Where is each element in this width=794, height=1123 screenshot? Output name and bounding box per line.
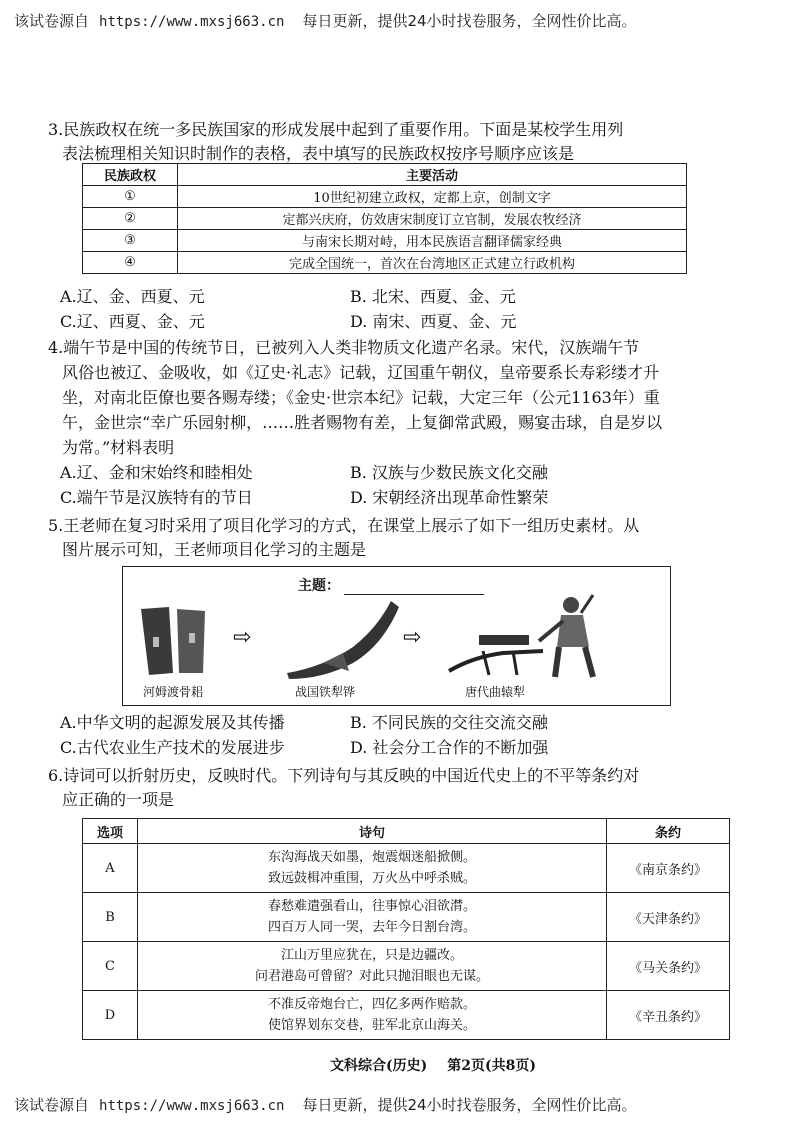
q5-figure-title-label: 主题： [298, 578, 340, 594]
q4-stem-line1: 4.端午节是中国的传统节日，已被列入人类非物质文化遗产名录。宋代，汉族端午节 [48, 338, 640, 357]
q3-options [48, 284, 748, 334]
banner-left-text: 该试卷源自 [14, 1096, 90, 1114]
q3-header-regime: 民族政权 [83, 164, 178, 186]
banner-right-text: 每日更新，提供24小时找卷服务，全网性价比高。 [302, 1096, 637, 1114]
top-banner [14, 10, 637, 31]
poem-line: 春愁难遣强看山，往事惊心泪欲潸。 [267, 899, 476, 914]
banner-right-text: 每日更新，提供24小时找卷服务，全网性价比高。 [302, 12, 637, 30]
table-row [83, 991, 730, 1040]
poem-line: 使馆界划东交巷，驻军北京山海关。 [267, 1018, 476, 1033]
caption-iron-plowshare: 战国铁犁铧 [295, 685, 356, 699]
q6-row-d-treaty: 《辛丑条约》 [607, 991, 730, 1040]
q4-option-c[interactable]: C.端午节是汉族特有的节日 [60, 488, 253, 507]
q6-table [82, 818, 730, 1040]
bottom-banner [14, 1094, 637, 1115]
table-row [83, 252, 687, 274]
table-row [83, 893, 730, 942]
table-row [83, 942, 730, 991]
q3-row1-activity: 10世纪初建立政权，定都上京，创制文字 [178, 186, 687, 208]
q6-header-poem: 诗句 [138, 819, 607, 844]
q4-option-a[interactable]: A.辽、金和宋始终和睦相处 [60, 463, 253, 482]
q5-option-c[interactable]: C.古代农业生产技术的发展进步 [60, 738, 285, 757]
q5-option-a[interactable]: A.中华文明的起源发展及其传播 [60, 713, 285, 732]
q6-row-b-poem [138, 893, 607, 942]
caption-bone-spade: 河姆渡骨耜 [143, 685, 204, 699]
caption-curved-plow: 唐代曲辕犁 [465, 685, 526, 699]
table-row [83, 208, 687, 230]
q3-row2-num: ② [83, 208, 178, 230]
iron-plowshare-image [283, 597, 403, 679]
q3-row2-activity: 定都兴庆府，仿效唐宋制度订立官制，发展农牧经济 [178, 208, 687, 230]
q5-option-d[interactable]: D. 社会分工合作的不断加强 [350, 738, 549, 757]
q4-option-d[interactable]: D. 宋朝经济出现革命性繁荣 [350, 488, 549, 507]
question-3 [48, 118, 748, 166]
table-row [83, 186, 687, 208]
table-row [83, 844, 730, 893]
q6-header-option: 选项 [83, 819, 138, 844]
q6-row-a-treaty: 《南京条约》 [607, 844, 730, 893]
poem-line: 四百万人同一哭，去年今日割台湾。 [267, 920, 476, 935]
footer-page-number: 第2页(共8页) [447, 1058, 536, 1074]
q5-options [48, 710, 748, 760]
q3-row4-activity: 完成全国统一，首次在台湾地区正式建立行政机构 [178, 252, 687, 274]
banner-left-text: 该试卷源自 [14, 12, 90, 30]
question-6 [48, 764, 748, 812]
q6-row-b-option: B [83, 893, 138, 942]
q4-stem-line4: 午，金世宗“幸广乐园射柳，……胜者赐物有差，上复御常武殿，赐宴击球，自是岁以 [62, 413, 663, 432]
q5-option-b[interactable]: B. 不同民族的交往交流交融 [350, 713, 548, 732]
q6-row-c-treaty: 《马关条约》 [607, 942, 730, 991]
q3-row4-num: ④ [83, 252, 178, 274]
q3-table [82, 163, 687, 274]
q3-row1-num: ① [83, 186, 178, 208]
arrow-icon: ⇨ [403, 625, 422, 650]
q6-row-c-poem [138, 942, 607, 991]
q4-stem-line2: 风俗也被辽、金吸收，如《辽史·礼志》记载，辽国重午朝仪，皇帝要系长寿彩缕才升 [62, 363, 660, 382]
q3-header-activity: 主要活动 [178, 164, 687, 186]
q3-stem-line2: 表法梳理相关知识时制作的表格，表中填写的民族政权按序号顺序应该是 [62, 144, 575, 163]
curved-plow-image [443, 591, 613, 681]
q6-row-a-option: A [83, 844, 138, 893]
poem-line: 致远鼓楫冲重围，万火丛中呼杀贼。 [267, 871, 476, 886]
q6-stem-line1: 6.诗词可以折射历史，反映时代。下列诗句与其反映的中国近代史上的不平等条约对 [48, 766, 640, 785]
q3-option-c[interactable]: C.辽、西夏、金、元 [60, 312, 205, 331]
q3-option-a[interactable]: A.辽、金、西夏、元 [60, 287, 205, 306]
q3-row3-activity: 与南宋长期对峙，用本民族语言翻译儒家经典 [178, 230, 687, 252]
q3-row3-num: ③ [83, 230, 178, 252]
q3-option-d[interactable]: D. 南宋、西夏、金、元 [350, 312, 517, 331]
page-footer [330, 1055, 556, 1075]
poem-line: 问君港岛可曾留？对此只抛泪眼也无谋。 [254, 969, 489, 984]
q6-row-d-poem [138, 991, 607, 1040]
q4-stem-line5: 为常。”材料表明 [62, 438, 175, 457]
poem-line: 东沟海战天如墨，炮震烟迷船掀侧。 [267, 850, 476, 865]
q5-figure [122, 566, 671, 706]
table-row [83, 230, 687, 252]
q4-option-b[interactable]: B. 汉族与少数民族文化交融 [350, 463, 548, 482]
q6-row-c-option: C [83, 942, 138, 991]
q6-row-b-treaty: 《天津条约》 [607, 893, 730, 942]
poem-line: 不准反帝炮台亡，四亿多两作赔款。 [267, 997, 476, 1012]
q5-stem-line2: 图片展示可知，王老师项目化学习的主题是 [62, 540, 367, 559]
banner-url[interactable]: https://www.mxsj663.cn [99, 14, 285, 30]
q6-header-treaty: 条约 [607, 819, 730, 844]
q3-stem-line1: 3.民族政权在统一多民族国家的形成发展中起到了重要作用。下面是某校学生用列 [48, 120, 624, 139]
q5-stem-line1: 5.王老师在复习时采用了项目化学习的方式，在课堂上展示了如下一组历史素材。从 [48, 516, 640, 535]
banner-url[interactable]: https://www.mxsj663.cn [99, 1098, 285, 1114]
poem-line: 江山万里应犹在，只是边疆改。 [280, 948, 463, 963]
question-4 [48, 335, 748, 510]
q4-stem-line3: 坐，对南北臣僚也要各赐寿缕；《金史·世宗本纪》记载，大定三年（公元1163年）重 [62, 388, 660, 407]
q6-stem-line2: 应正确的一项是 [62, 790, 175, 809]
arrow-icon: ⇨ [233, 625, 252, 650]
q6-row-d-option: D [83, 991, 138, 1040]
q3-option-b[interactable]: B. 北宋、西夏、金、元 [350, 287, 516, 306]
footer-subject: 文科综合(历史) [330, 1058, 428, 1074]
bone-spade-image [135, 603, 215, 679]
q6-row-a-poem [138, 844, 607, 893]
question-5 [48, 514, 748, 562]
